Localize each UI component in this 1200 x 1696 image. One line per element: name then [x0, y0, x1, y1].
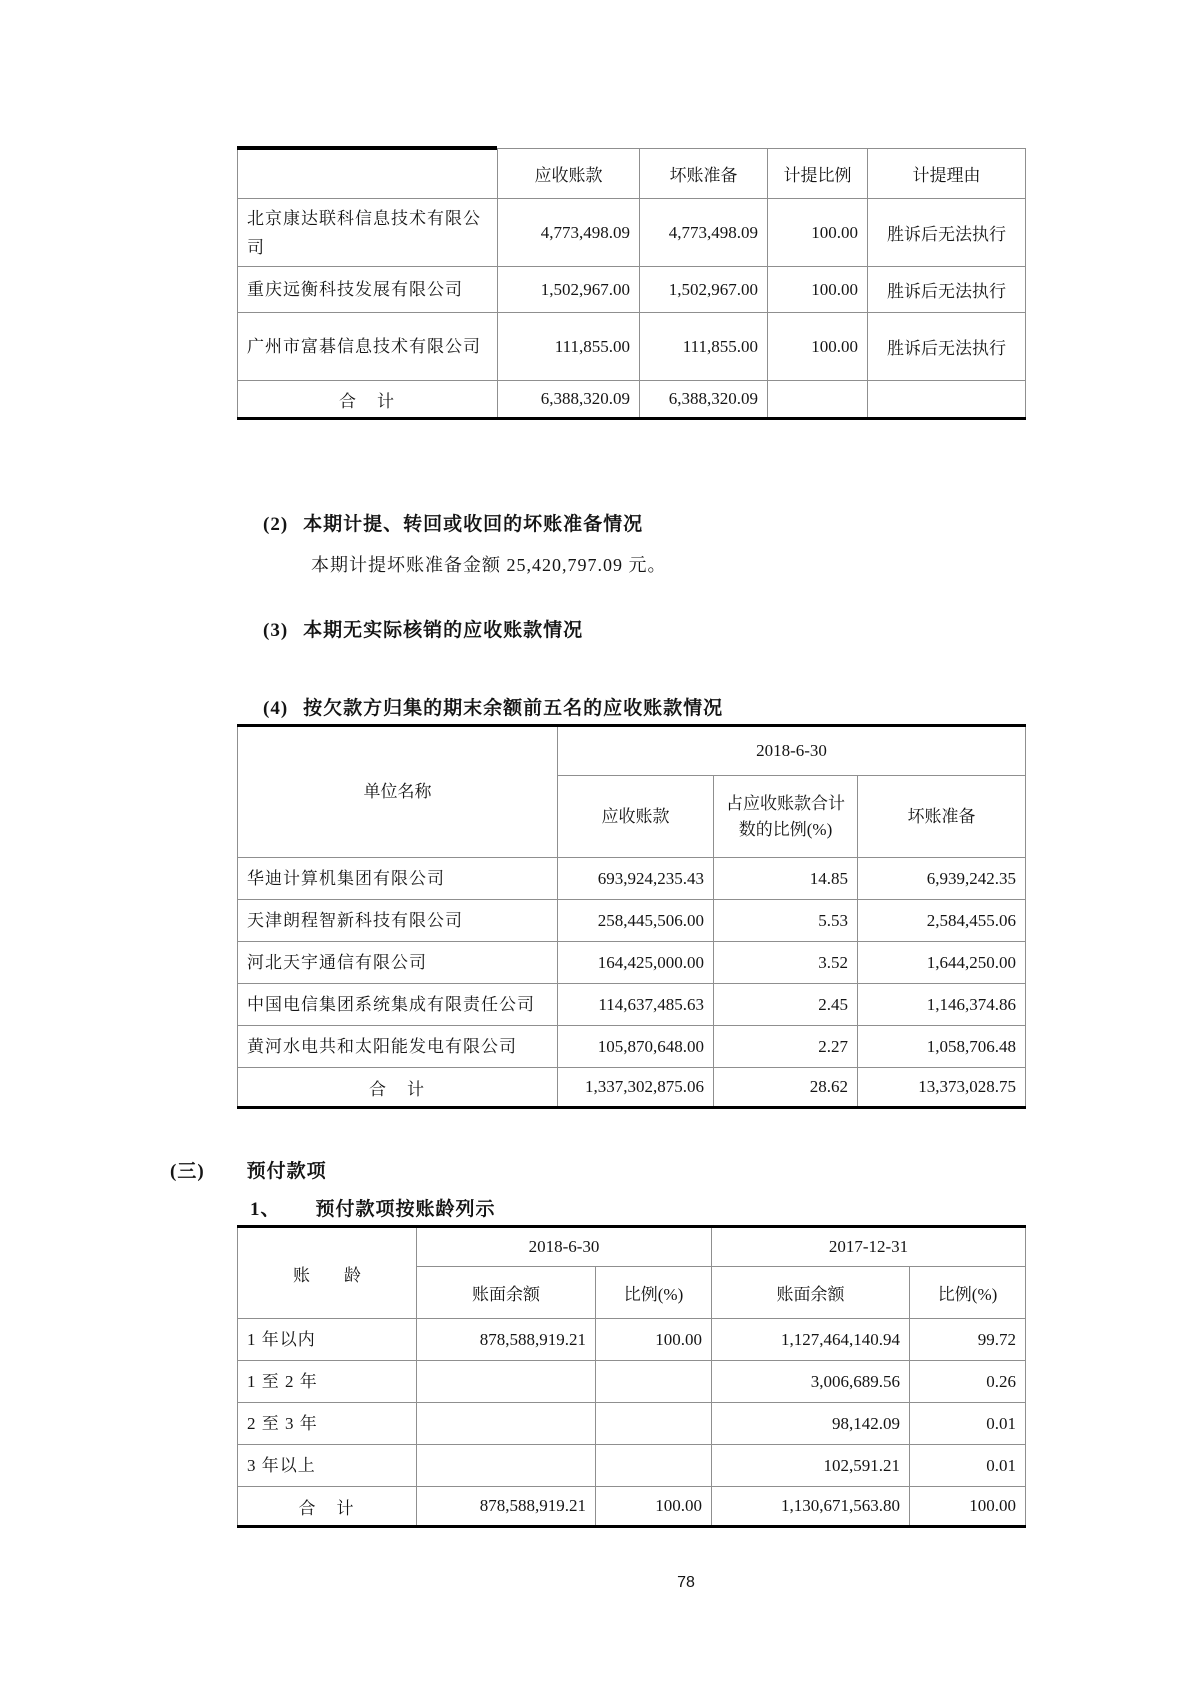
total-receivable: 6,388,320.09: [498, 381, 640, 419]
header-bad-debt: 坏账准备: [640, 149, 768, 199]
section-three-title: 预付款项: [246, 1161, 327, 1182]
bad-debt-value: 1,058,706.48: [858, 1026, 1026, 1068]
balance-2018: 878,588,919.21: [417, 1319, 596, 1361]
company-name: 重庆远衡科技发展有限公司: [238, 267, 498, 313]
aging-label: 2 至 3 年: [238, 1403, 417, 1445]
table-total-row: [238, 1068, 1026, 1108]
company-name: 黄河水电共和太阳能发电有限公司: [238, 1026, 558, 1068]
table-header-row: [238, 149, 1026, 199]
section-three-heading: [170, 1159, 1025, 1185]
subsection-1-heading: [250, 1197, 1025, 1223]
balance-2017: 1,127,464,140.94: [712, 1319, 910, 1361]
ratio-2018: [596, 1403, 712, 1445]
subheader-ratio-2017: 比例(%): [910, 1267, 1026, 1319]
section-2-number: (2): [263, 514, 289, 535]
table-date-header-row: [238, 726, 1026, 776]
bad-debt-value: 2,584,455.06: [858, 900, 1026, 942]
bad-debt-provision-table: [237, 148, 1026, 420]
ratio-value: 2.45: [714, 984, 858, 1026]
total-label: 合 计: [238, 1487, 417, 1527]
table-row: [238, 1026, 1026, 1068]
section-3-title: 本期无实际核销的应收账款情况: [303, 620, 584, 641]
reason-value: 胜诉后无法执行: [868, 199, 1026, 267]
ratio-2017: 0.01: [910, 1403, 1026, 1445]
bad-debt-value: 6,939,242.35: [858, 858, 1026, 900]
table-row: [238, 199, 1026, 267]
header-company-name: 单位名称: [238, 726, 558, 858]
subheader-balance-2018: 账面余额: [417, 1267, 596, 1319]
receivable-value: 114,637,485.63: [558, 984, 714, 1026]
table-row: [238, 313, 1026, 381]
total-balance-2017: 1,130,671,563.80: [712, 1487, 910, 1527]
table-row: [238, 1361, 1026, 1403]
section-4-number: (4): [263, 698, 289, 719]
balance-2017: 102,591.21: [712, 1445, 910, 1487]
ratio-2017: 0.01: [910, 1445, 1026, 1487]
ratio-2017: 0.26: [910, 1361, 1026, 1403]
header-ratio: 计提比例: [768, 149, 868, 199]
bad-debt-value: 4,773,498.09: [640, 199, 768, 267]
section-2-body: 本期计提坏账准备金额 25,420,797.09 元。: [311, 555, 667, 575]
bad-debt-provision-table-wrap: [237, 148, 1025, 420]
ratio-value: 5.53: [714, 900, 858, 942]
section-3-heading: [263, 618, 1025, 644]
bad-debt-value: 1,146,374.86: [858, 984, 1026, 1026]
receivable-value: 258,445,506.00: [558, 900, 714, 942]
table-row: [238, 267, 1026, 313]
table-row: [238, 858, 1026, 900]
subsection-1-title: 预付款项按账龄列示: [315, 1199, 496, 1220]
ratio-value: 2.27: [714, 1026, 858, 1068]
ratio-value: 100.00: [768, 313, 868, 381]
reason-value: 胜诉后无法执行: [868, 267, 1026, 313]
section-2-heading: [263, 512, 1025, 538]
ratio-value: 3.52: [714, 942, 858, 984]
total-receivable: 1,337,302,875.06: [558, 1068, 714, 1108]
company-name: 河北天宇通信有限公司: [238, 942, 558, 984]
balance-2018: [417, 1403, 596, 1445]
header-date-2018: 2018-6-30: [417, 1227, 712, 1267]
subheader-receivable: 应收账款: [558, 776, 714, 858]
total-ratio: 28.62: [714, 1068, 858, 1108]
ratio-value: 100.00: [768, 267, 868, 313]
total-label: 合 计: [238, 1068, 558, 1108]
table-date-header-row: [238, 1227, 1026, 1267]
ratio-2018: 100.00: [596, 1319, 712, 1361]
header-receivable: 应收账款: [498, 149, 640, 199]
table-total-row: [238, 1487, 1026, 1527]
company-name: 中国电信集团系统集成有限责任公司: [238, 984, 558, 1026]
table-row: [238, 942, 1026, 984]
balance-2018: [417, 1445, 596, 1487]
subheader-bad-debt: 坏账准备: [858, 776, 1026, 858]
total-bad-debt: 6,388,320.09: [640, 381, 768, 419]
receivable-value: 4,773,498.09: [498, 199, 640, 267]
subheader-balance-2017: 账面余额: [712, 1267, 910, 1319]
ratio-2017: 99.72: [910, 1319, 1026, 1361]
table-total-row: [238, 381, 1026, 419]
table-row: [238, 1403, 1026, 1445]
balance-2017: 98,142.09: [712, 1403, 910, 1445]
header-reason: 计提理由: [868, 149, 1026, 199]
total-ratio-2018: 100.00: [596, 1487, 712, 1527]
section-2-title: 本期计提、转回或收回的坏账准备情况: [303, 514, 644, 535]
ratio-value: 14.85: [714, 858, 858, 900]
header-aging: 账 龄: [238, 1227, 417, 1319]
receivable-value: 105,870,648.00: [558, 1026, 714, 1068]
company-name: 北京康达联科信息技术有限公司: [238, 199, 498, 267]
subsection-1-number: 1、: [250, 1199, 281, 1220]
total-bad-debt: 13,373,028.75: [858, 1068, 1026, 1108]
total-reason: [868, 381, 1026, 419]
ratio-value: 100.00: [768, 199, 868, 267]
table-top-rule: [237, 146, 497, 150]
bad-debt-value: 1,644,250.00: [858, 942, 1026, 984]
receivable-value: 1,502,967.00: [498, 267, 640, 313]
aging-label: 3 年以上: [238, 1445, 417, 1487]
prepayments-aging-table: [237, 1225, 1026, 1528]
section-4-heading: [263, 696, 1025, 722]
receivable-value: 164,425,000.00: [558, 942, 714, 984]
subheader-ratio: 占应收账款合计数的比例(%): [714, 776, 858, 858]
company-name: 天津朗程智新科技有限公司: [238, 900, 558, 942]
header-empty: [238, 149, 498, 199]
total-ratio: [768, 381, 868, 419]
balance-2018: [417, 1361, 596, 1403]
receivable-value: 111,855.00: [498, 313, 640, 381]
table-row: [238, 1445, 1026, 1487]
ratio-2018: [596, 1445, 712, 1487]
total-label: 合 计: [238, 381, 498, 419]
total-balance-2018: 878,588,919.21: [417, 1487, 596, 1527]
header-date-2017: 2017-12-31: [712, 1227, 1026, 1267]
total-ratio-2017: 100.00: [910, 1487, 1026, 1527]
company-name: 华迪计算机集团有限公司: [238, 858, 558, 900]
section-4-title: 按欠款方归集的期末余额前五名的应收账款情况: [303, 698, 724, 719]
subheader-ratio-2018: 比例(%): [596, 1267, 712, 1319]
aging-label: 1 至 2 年: [238, 1361, 417, 1403]
receivable-value: 693,924,235.43: [558, 858, 714, 900]
reason-value: 胜诉后无法执行: [868, 313, 1026, 381]
balance-2017: 3,006,689.56: [712, 1361, 910, 1403]
table-row: [238, 900, 1026, 942]
ratio-2018: [596, 1361, 712, 1403]
table-row: [238, 1319, 1026, 1361]
company-name: 广州市富碁信息技术有限公司: [238, 313, 498, 381]
page-number: 78: [677, 1574, 695, 1591]
section-3-number: (3): [263, 620, 289, 641]
table-row: [238, 984, 1026, 1026]
bad-debt-value: 111,855.00: [640, 313, 768, 381]
section-three-number: (三): [170, 1161, 205, 1182]
aging-label: 1 年以内: [238, 1319, 417, 1361]
top-five-receivables-table: [237, 724, 1026, 1109]
bad-debt-value: 1,502,967.00: [640, 267, 768, 313]
header-date: 2018-6-30: [558, 726, 1026, 776]
